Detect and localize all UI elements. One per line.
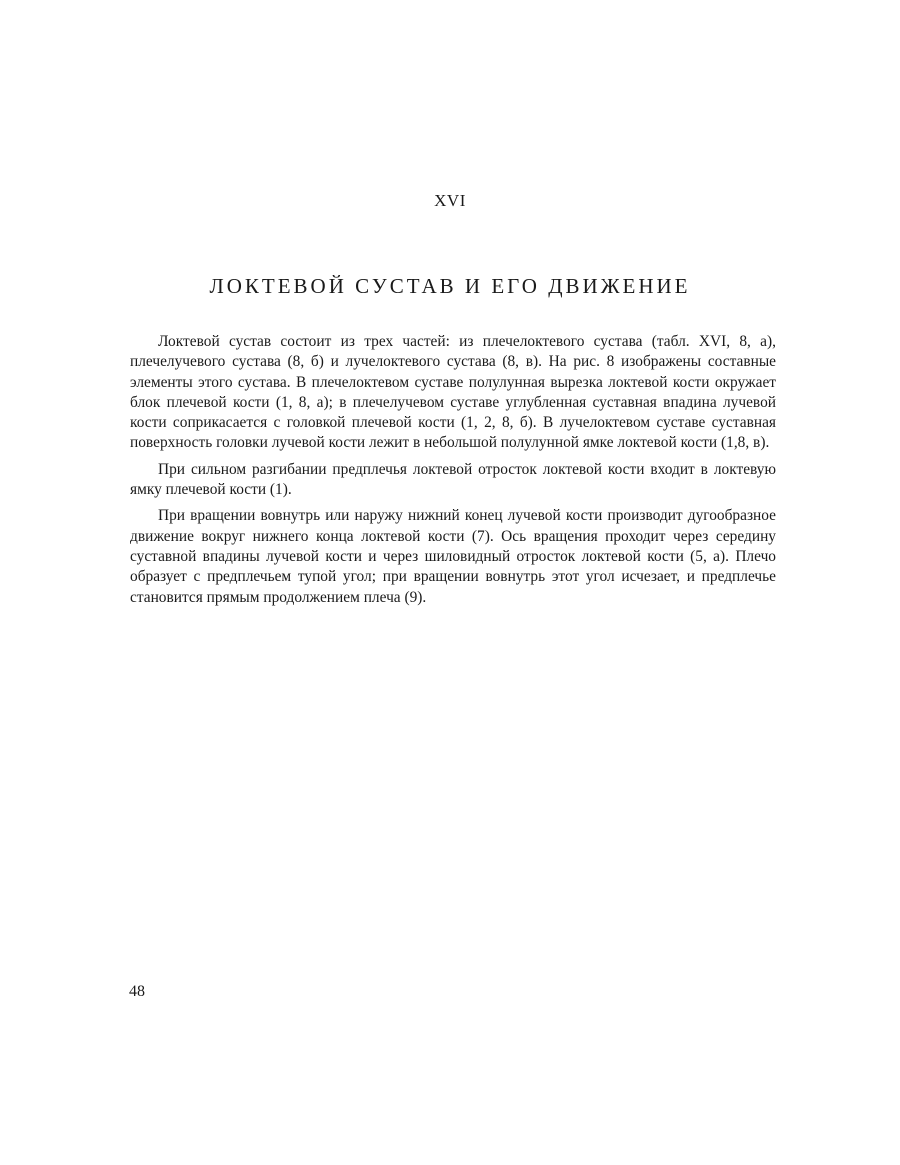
page-number: 48 bbox=[129, 983, 145, 1000]
paragraph-extension: При сильном разгибании предплечья локтевой отросток локтевой кости входит в локтевую ямку плечевой кости (1). bbox=[130, 460, 776, 499]
body-text bbox=[130, 332, 776, 614]
paragraph-rotation: При вращении вовнутрь или наружу нижний конец лучевой кости производит дугообразное движение вокруг нижнего конца локтевой кости (7). Ось вращения проходит через середину суставной впадины лучевой кости и через шиловидный отросток локтевой кости (5, а). Плечо образует с предплечьем тупой угол; при вращении вовнутрь этот угол исчезает, и предплечье становится прямым продолжением плеча (9). bbox=[130, 507, 776, 606]
chapter-number: XVI bbox=[434, 191, 466, 210]
chapter-title: ЛОКТЕВОЙ СУСТАВ И ЕГО ДВИЖЕНИЕ bbox=[209, 274, 691, 298]
paragraph-joint-parts: Локтевой сустав состоит из трех частей: из плечелоктевого сустава (табл. XVI, 8, а), плечелучевого сустава (8, б) и лучелоктевого сустава (8, в). На рис. 8 изображены составные элементы этого сустава. В плечелоктевом суставе полулунная вырезка локтевой кости окружает блок плечевой кости (1, 8, а); в плечелучевом суставе углубленная суставная впадина лучевой кости соприкасается с головкой плечевой кости (1, 2, 8, б). В лучелоктевом суставе суставная поверхность головки лучевой кости лежит в небольшой полулунной ямке локтевой кости (1,8, в). bbox=[130, 333, 776, 452]
